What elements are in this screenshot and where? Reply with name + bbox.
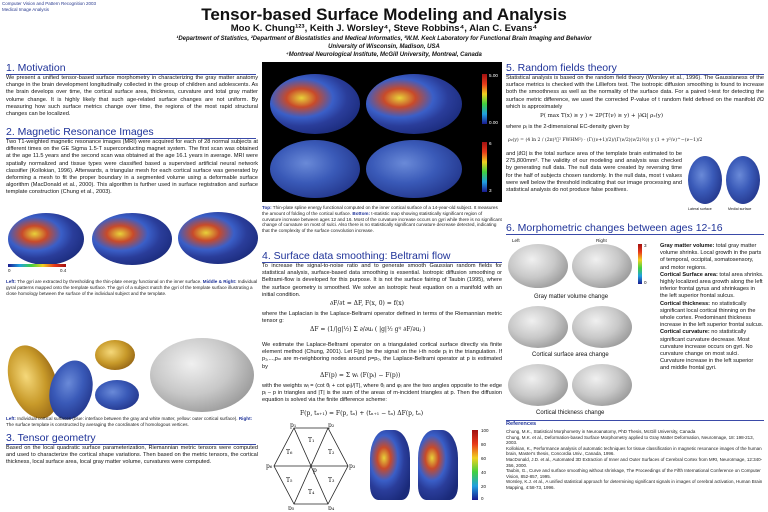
section-tensor-body: Based on the local quadratic surface parameterization, Riemannian metric tensors were computed and used to characterize the cortical shape variations. Then based on the metric tensors, the cortical thickness, local surface area, local gray matter volume, curvatures were computed. (6, 445, 258, 466)
gyri-tick-1: 0.4 (60, 268, 67, 273)
thick-brain-right (572, 364, 632, 406)
curvature-caption: Top: Thin-plate spline energy functional computed on the inner cortical surface of a 14-year-old subject. It measures the amount of folding of the cortical surface. Bottom: t-statistic map showing statistically significant region of curvature increase between ages 12 and 16. Most of the curvature increase occurs on gyri while there is no significant change of curvature on most of sulci. Also there is no statistically significant curvature decrease detected, indicating that the complexity of the surface convolution increase. (262, 205, 502, 234)
section-beltrami-body2: where the Laplacian is the Laplace-Beltrami operator defined in terms of the Riemannian metric tensor g: (262, 311, 502, 325)
curvature-figure (262, 62, 502, 202)
thick-brain-left (508, 364, 568, 406)
mesh-node-p6: p₆ (266, 463, 273, 470)
surfaces-caption: Left: Individual cortical surfaces (blue: interface between the gray and white matter, yellow: outer cortical surface). Right: The surface template is constructed by averaging the coordinates of homologous vertices. (6, 416, 253, 427)
finite-difference-equation: F(p, tₙ₊₁) = F(p, tₙ) + (tₙ₊₁ − tₙ) ΔF(p, tₙ) (300, 410, 424, 417)
area-brain-right (572, 306, 632, 348)
section-beltrami-body4: with the weights wᵢ = (cot θᵢ + cot φᵢ)/|T|, where θᵢ and φᵢ are the two angles opposite to the edge pᵢ – p in triangles and |T| is the sum of the areas of m-incident triangles at p. Then the diffusion equation is solved via the finite difference scheme: (262, 383, 502, 404)
section-random-body1: Statistical analysis is based on the random field theory (Worsley et al., 1996). The Gaussianess of the surface metrics is checked with the Lilliefors test. The isotropic diffusion smoothing is found to increase both the smoothness as well as the normality of the surface data. For a paired t-test for detecting the surface metric difference, we used the corrected P-value of t random field defined on the manifold ∂Ω which is approximately (506, 75, 764, 110)
smoothing-after (418, 430, 458, 500)
ec-density-equation: ρ₂(y) = (4 ln 2 / (2π)³᷵² FWHM²) · (Γ((ν+1)/2)/(Γ(ν/2)(ν/2)½)) y (1 + y²/ν)^−(ν−1)/2 (508, 138, 703, 143)
morph-label-left: Left (512, 238, 520, 243)
mesh-tri-t5: T₅ (286, 477, 293, 484)
gyri-brain-1 (8, 213, 84, 265)
section-mri-heading: 2. Magnetic Resonance Images (6, 126, 256, 139)
section-motivation-heading: 1. Motivation (6, 62, 256, 75)
smoothing-tick-60: 60 (481, 456, 487, 461)
section-beltrami-heading: 4. Surface data smoothing: Beltrami flow (262, 250, 502, 263)
section-random-body2: where ρᵢ is the 2-dimensional EC-density given by (506, 124, 630, 130)
energy-bar-max: 5.00 (489, 73, 498, 78)
reference-item: Chung, M.K. et al., Deformation-based Surface Morphometry applied to Gray Matter Deformation, NeuroImage, 18: 198-213, 2003. (506, 434, 754, 446)
tstat-brain-dorsal (366, 140, 462, 198)
reference-item: Kollokian, K., Performance analysis of automatic techniques for tissue classification in magnetic resonance images of the human brain, Master's thesis, Concordia Univ., Canada, 1996. (506, 445, 762, 457)
conference-line: Computer Vision and Pattern Recognition 2003 Medical Image Analysis (2, 1, 96, 12)
gyri-colorbar (8, 264, 66, 267)
morph-bar-min: 0 (644, 280, 647, 285)
section-random-body3: and |∂Ω| is the total surface area of the template brain estimated to be 275,800mm². The validity of our modeling and analysis was checked by generating null data. The null data were created by reversing time for the half of subjects chosen randomly. In the null data, most t values were well below the threshold indicating that our image processing and statistical analysis do not produce false positives. (506, 151, 682, 194)
mesh-tri-t6: T₆ (286, 449, 293, 456)
mesh-node-p3: p₃ (349, 463, 356, 470)
mesh-node-p: p (313, 467, 317, 474)
morph-findings: Gray matter volume: total gray matter volume shrinks. Local growth in the parts of temporal, occipital, somatosensory, and motor regions. Cortical Surface area: total area shrinks. highly localized area growth along the left inferior frontal gyrus and shrinkages in the left superior frontal sulcus. Cortical thickness: no statistically significant local cortical thinning on the whole cortex. Predominant thickness increase in the left superior frontal sulcus. Cortical curvature: no statistically significant curvature decrease. Most curvature increase occurs on gyri. No curvature change on most sulci. Curvature increase in the left superior and middle frontal gyri. (660, 243, 764, 372)
tstat-colorbar (482, 142, 487, 192)
section-beltrami-body3: We estimate the Laplace-Beltrami operator on a triangulated cortical surface directly via finite element method (Chung, 2001). Let F(p) be the signal on the i-th node pᵢ in the triangulation. If p₁,...,pₘ are m-neighboring nodes around p=p₀, the Laplace-Beltrami operator at p is estimated by (262, 342, 502, 370)
energy-colorbar (482, 74, 487, 124)
reference-item: MacDonald, J.D. et al., Automated 3D Extraction of Inner and Outer Surfaces of Cerebral Cortex from MRI, NeuroImage, 12:340-356, 2000. (506, 456, 763, 468)
mesh-tri-t3: T₃ (328, 477, 335, 484)
gyri-caption: Left: The gyri are extracted by thresholding the thin-plate energy functional on the inner surface. Middle & Right: Individual gyral patterns mapped onto the template surface. The gyri of a subject match the gyri of the template surface illustrating a close homology between the surface of the individual subject and the template. (6, 279, 258, 296)
surface-detail-bottom (95, 380, 139, 410)
smoothing-before (370, 430, 410, 500)
smoothing-tick-0: 0 (481, 496, 484, 501)
fem-estimate-equation: ΔF(p) = Σ wᵢ (F(pᵢ) − F(p)) (320, 372, 401, 379)
area-caption: Cortical surface area change (532, 352, 609, 358)
null-brain-medial (726, 156, 760, 204)
references-list (506, 429, 764, 509)
section-morph-heading: 6. Morphometric changes between ages 12-16 (506, 222, 764, 235)
section-mri-body: Two T1-weighted magnetic resonance images (MRI) were acquired for each of 28 normal subjects at different times on the GE Sigma 1.5-T superconducting magnet system. The first scan was obtained at the age 11.5 years and the second scan was obtained at the age 16.1 years in average. MRI were spatially normalized and tissue types were classified based a supervised artificial neural network classifier (Kollokian, 1996). Afterwards, a triangular mesh for each cortical surface was generated by deforming a mesh to fit the proper boundary in a segmented volume using a deformable surface algorithm (MacDonald et al., 2000). This algorithm is further used in surface registration and surface template construction (Chung et al., 2003). (6, 139, 258, 196)
smoothing-tick-40: 40 (481, 470, 487, 475)
surface-detail-top (95, 340, 135, 370)
smoothing-tick-20: 20 (481, 484, 487, 489)
reference-item: Taubin, G., Curve and surface smoothing without shrinkage, The Proceedings of the Fifth International Conference on Computer Vision, 852-857, 1995. (506, 468, 761, 479)
gm-brain-right (572, 244, 632, 288)
section-motivation-body: We present a unified tensor-based surface morphometry in characterizing the gray matter anatomy change in the brain development longitudinally collected in the group of children and adolescents. As the brain develops over time, the cortical surface area, thickness, curvature and total gray matter volume change. It is highly likely that such age-related surface changes are not uniform. By measuring how such surface metrics change over time, the regions of the most rapid structural changes can be localized. (6, 75, 258, 118)
morph-colorbar (638, 244, 642, 284)
reference-item: Worsley, K.J. et al., A unified statistical approach for determining significant signals in images of cerebral activation, Human Brain Mapping, 4:58-73, 1996. (506, 479, 763, 490)
gyri-brain-2 (92, 213, 172, 265)
tstat-bar-max: 6 (489, 141, 492, 146)
smoothing-tick-100: 100 (481, 428, 489, 433)
mesh-tri-t1: T₁ (308, 437, 315, 444)
null-inset-left-label: Lateral surface (688, 207, 712, 211)
corrected-p-equation: P( max T(x) ≥ y ) ≈ 2P(T(ν) ≥ y) + |∂Ω| ρ₂(y) (540, 113, 664, 119)
null-inset-right-label: Medial surface (728, 207, 752, 211)
mesh-node-p2: p₂ (328, 422, 335, 429)
tstat-bar-min: 3 (489, 188, 492, 193)
morph-label-right: Right (596, 238, 607, 243)
section-beltrami-body1: To increase the signal-to-noise ratio and to generate smooth Gaussian random fields for statistical analysis, surface-based data smoothing is essential. Isotropic diffusion smoothing or Beltrami-flow is developed for this purpose. It is not the surface fairing of Taubin (1995), where the surface geometry is smoothed. We solve an isotropic heat equation on a manifold with an initial condition. (262, 263, 502, 298)
gyri-brain-3 (178, 212, 258, 264)
mesh-tri-t2: T₂ (328, 449, 335, 456)
section-tensor-heading: 3. Tensor geometry (6, 432, 256, 445)
references-heading: References (506, 421, 537, 427)
gm-caption: Gray matter volume change (534, 294, 609, 300)
laplace-beltrami-equation: ΔF = (1/|g|½) Σ ∂/∂uᵢ ( |g|½ gⁱʲ ∂F/∂uⱼ ) (310, 326, 426, 333)
affiliations: ¹Department of Statistics, ²Department of Biostatistics and Medical Informatics, ³W.M. Keck Laboratory for Functional Brain Imaging and Behavior University of Wisconsin, Madison, USA ⁴Montreal Neurological Institute, McGill University, Montreal, Canada (176, 36, 592, 58)
energy-brain-dorsal (366, 74, 462, 134)
template-surface (150, 338, 254, 412)
heat-equation: ∂F/∂t = ΔF, F(x, 0) = f(x) (330, 300, 405, 307)
smoothing-colorbar (472, 430, 478, 500)
poster-title: Tensor-based Surface Modeling and Analysis (201, 5, 567, 24)
smoothing-tick-80: 80 (481, 442, 487, 447)
energy-bar-min: 0.00 (489, 120, 498, 125)
area-brain-left (508, 306, 568, 348)
gm-brain-left (508, 244, 568, 288)
thick-caption: Cortical thickness change (536, 410, 605, 416)
authors: Moo K. Chung¹²³, Keith J. Worsley⁴, Steve Robbins⁴, Alan C. Evans⁴ (230, 23, 538, 34)
gyri-tick-0: 0 (8, 268, 11, 273)
energy-brain-lateral (270, 74, 360, 134)
mesh-tri-t4: T₄ (308, 489, 315, 496)
mesh-node-p5: p₅ (288, 505, 295, 510)
morph-bar-max: 3 (644, 243, 647, 248)
null-brain-lateral (688, 156, 722, 204)
section-random-heading: 5. Random fields theory (506, 62, 764, 75)
mesh-node-p1: p₁ (290, 422, 297, 429)
tstat-brain-lateral (270, 140, 360, 198)
mesh-node-p4: p₄ (328, 505, 335, 510)
triangle-mesh-diagram (266, 422, 356, 510)
reference-item: Chung, M.K., Statistical Morphometry in Neuroanatomy, PhD Thesis, McGill University, Canada (506, 429, 696, 434)
